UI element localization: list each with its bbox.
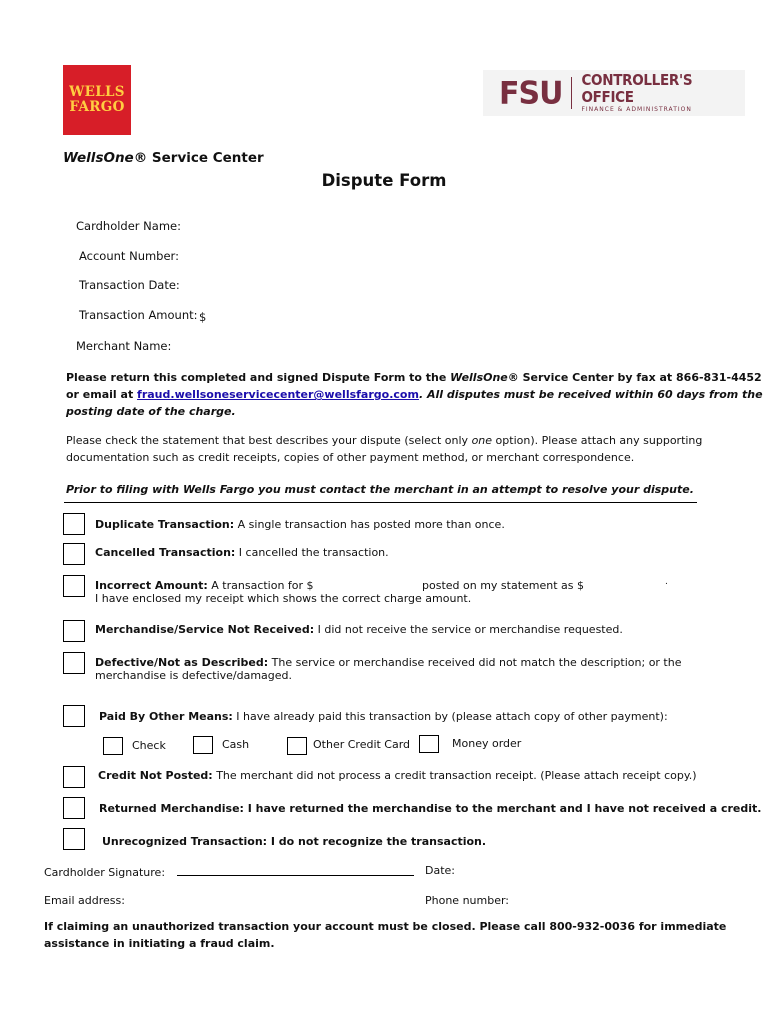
credit-not-posted-checkbox[interactable] (63, 766, 85, 788)
other-credit-card-checkbox[interactable] (287, 737, 307, 755)
incorrect-amount-label: Incorrect Amount: A transaction for $ (95, 579, 314, 592)
cancelled-checkbox[interactable] (63, 543, 85, 565)
merchant-name-label: Merchant Name: (76, 339, 172, 353)
phone-number-label: Phone number: (425, 894, 510, 907)
check-checkbox[interactable] (103, 737, 123, 755)
not-received-label: Merchandise/Service Not Received: I did not receive the service or merchandise requested. (95, 623, 623, 636)
defective-label-2: merchandise is defective/damaged. (95, 669, 293, 682)
money-order-checkbox[interactable] (419, 735, 439, 753)
incorrect-amount-checkbox[interactable] (63, 575, 85, 597)
fsu-divider (571, 77, 572, 109)
cash-label: Cash (222, 738, 250, 751)
duplicate-checkbox[interactable] (63, 513, 85, 535)
cash-checkbox[interactable] (193, 736, 213, 754)
section-divider (64, 502, 697, 503)
unrecognized-checkbox[interactable] (63, 828, 85, 850)
cardholder-name-label: Cardholder Name: (76, 219, 181, 233)
defective-label: Defective/Not as Described: The service or merchandise received did not match the description; or the (95, 656, 682, 669)
returned-checkbox[interactable] (63, 797, 85, 819)
money-order-label: Money order (452, 737, 522, 750)
check-label: Check (132, 739, 166, 752)
amount-dollar-sign: $ (199, 310, 207, 324)
credit-not-posted-label: Credit Not Posted: The merchant did not process a credit transaction receipt. (Please attach receipt copy.) (98, 769, 697, 782)
wf-logo-line2: FARGO (69, 99, 125, 115)
fsu-controller-logo (483, 70, 745, 116)
email-address-label: Email address: (44, 894, 125, 907)
defective-checkbox[interactable] (63, 652, 85, 674)
fsu-mark: FSU (499, 74, 563, 112)
return-instructions: Please return this completed and signed Dispute Form to the WellsOne® Service Center by fax at 866-831-4452 or email at fraud.wellsoneservicecenter@wellsfargo.com. All disputes must be received within 60 days from the posting date of the charge. (66, 371, 763, 418)
signature-line[interactable] (177, 875, 414, 876)
transaction-date-label: Transaction Date: (79, 278, 180, 292)
other-means-label: Paid By Other Means: I have already paid this transaction by (please attach copy of other payment): (99, 710, 668, 723)
incorrect-amount-receipt: I have enclosed my receipt which shows the correct charge amount. (95, 592, 472, 605)
fsu-subtitle: FINANCE & ADMINISTRATION (581, 106, 692, 113)
fsu-title: CONTROLLER'S OFFICE (581, 71, 693, 106)
other-credit-card-label: Other Credit Card (313, 738, 411, 751)
returned-label: Returned Merchandise: I have returned the merchandise to the merchant and I have not received a credit. (99, 802, 762, 815)
other-means-checkbox[interactable] (63, 705, 85, 727)
date-label: Date: (425, 864, 455, 877)
incorrect-amount-period: . (665, 577, 668, 587)
not-received-checkbox[interactable] (63, 620, 85, 642)
merchant-contact-note: Prior to filing with Wells Fargo you must contact the merchant in an attempt to resolve your dispute. (66, 483, 694, 496)
account-number-label: Account Number: (79, 249, 179, 263)
incorrect-amount-posted: posted on my statement as $ (422, 579, 585, 592)
form-title: Dispute Form (321, 171, 447, 190)
unrecognized-label: Unrecognized Transaction: I do not recognize the transaction. (102, 835, 487, 848)
service-center-heading: WellsOne® Service Center (63, 150, 264, 166)
fraud-claim-notice: If claiming an unauthorized transaction your account must be closed. Please call 800-932-0036 for immediate assistance in initiating a fraud claim. (44, 920, 727, 950)
wf-logo-line1: WELLS (69, 84, 125, 100)
transaction-amount-label: Transaction Amount: (79, 308, 198, 322)
cancelled-label: Cancelled Transaction: I cancelled the transaction. (95, 546, 389, 559)
email-link[interactable]: fraud.wellsoneservicecenter@wellsfargo.com (137, 388, 419, 401)
signature-label: Cardholder Signature: (44, 866, 166, 879)
duplicate-label: Duplicate Transaction: A single transaction has posted more than once. (95, 518, 505, 531)
wells-fargo-logo (63, 65, 131, 135)
selection-instructions: Please check the statement that best describes your dispute (select only one option). Please attach any supporting documentation such as credit receipts, copies of other payment method, or merchant correspondence. (66, 434, 703, 464)
